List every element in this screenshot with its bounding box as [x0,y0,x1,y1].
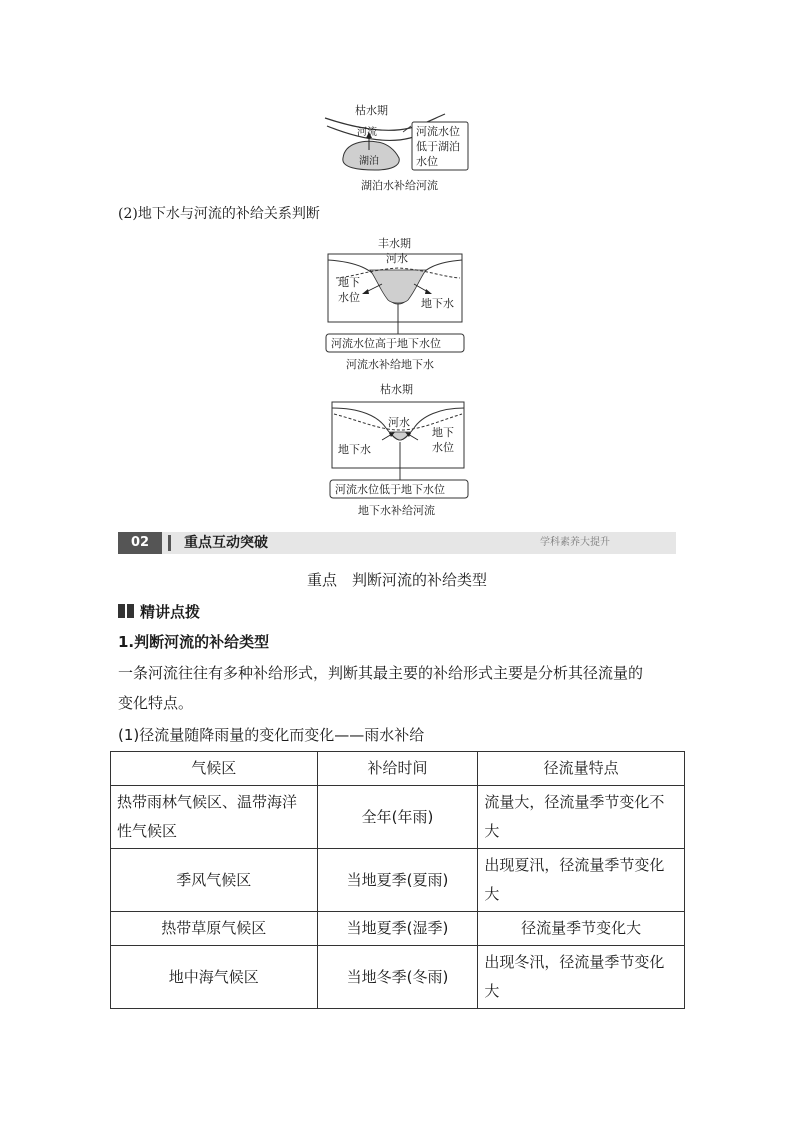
paragraph [118,658,688,718]
table-cell: 当地夏季(湿季) [317,912,478,946]
item-groundwater-river: (2)地下水与河流的补给关系判断 [118,206,320,222]
flood-period-diagram [318,234,478,374]
table-header-row [111,752,685,786]
dry-groundwater: 地下水 [338,443,371,456]
lake-period-label: 枯水期 [355,104,388,117]
dry-box-text: 河流水位低于地下水位 [335,483,445,496]
lake-lake-label: 湖泊 [359,156,379,167]
table-cell: 热带草原气候区 [111,912,318,946]
dry-river-label: 河水 [388,416,410,429]
table-row [111,849,685,912]
flood-box-text: 河流水位高于地下水位 [331,337,441,350]
table-cell: 全年(年雨) [317,786,478,849]
flood-period-label: 丰水期 [378,237,411,250]
flood-caption: 河流水补给地下水 [346,358,434,371]
flood-gw-level-2: 水位 [338,291,360,304]
lake-box-line-2: 低于湖泊 [416,140,460,153]
point-1-heading: 1.判断河流的补给类型 [118,633,270,651]
dry-period-diagram [320,380,480,520]
table-header-cell: 径流量特点 [478,752,685,786]
lake-box-line-1: 河流水位 [416,125,460,138]
paragraph-line-1: 一条河流往往有多种补给形式，判断其最主要的补给形式主要是分析其径流量的 [118,664,644,682]
table-cell: 出现夏汛，径流量季节变化大 [478,849,685,912]
section-title: 重点互动突破 [184,535,268,551]
flood-gw-level-1: 地下 [338,276,360,289]
subhead-marker-icon [118,604,134,618]
table-cell: 当地冬季(冬雨) [317,946,478,1009]
table-cell: 季风气候区 [111,849,318,912]
subhead-label: 精讲点拨 [140,603,201,621]
item-rain-supply: (1)径流量随降雨量的变化而变化——雨水补给 [118,726,425,744]
section-number: 02 [118,532,162,554]
table-cell: 当地夏季(夏雨) [317,849,478,912]
section-divider [168,535,171,551]
lake-caption: 湖泊水补给河流 [361,179,438,192]
table-header-cell: 补给时间 [317,752,478,786]
table-row [111,946,685,1009]
table-row [111,786,685,849]
table-cell: 径流量季节变化大 [478,912,685,946]
river-supply-table [110,751,685,1009]
table-cell: 流量大，径流量季节变化不大 [478,786,685,849]
subhead-row [118,600,200,624]
lake-river-diagram [315,100,485,200]
table-cell: 热带雨林气候区、温带海洋性气候区 [111,786,318,849]
lake-river-label: 河流 [357,127,377,138]
dry-period-label: 枯水期 [380,383,413,396]
section-subtitle: 学科素养大提升 [540,537,610,548]
flood-groundwater: 地下水 [421,297,454,310]
flood-river-label: 河水 [386,252,408,265]
section-header-bar [118,532,676,554]
paragraph-line-2: 变化特点。 [118,694,194,712]
dry-gw-level-1: 地下 [432,426,454,439]
key-point-title: 重点 判断河流的补给类型 [306,571,487,589]
table-cell: 出现冬汛，径流量季节变化大 [478,946,685,1009]
dry-gw-level-2: 水位 [432,441,454,454]
table-header-cell: 气候区 [111,752,318,786]
table-cell: 地中海气候区 [111,946,318,1009]
table-row [111,912,685,946]
dry-caption: 地下水补给河流 [358,504,435,517]
lake-box-line-3: 水位 [416,155,438,168]
